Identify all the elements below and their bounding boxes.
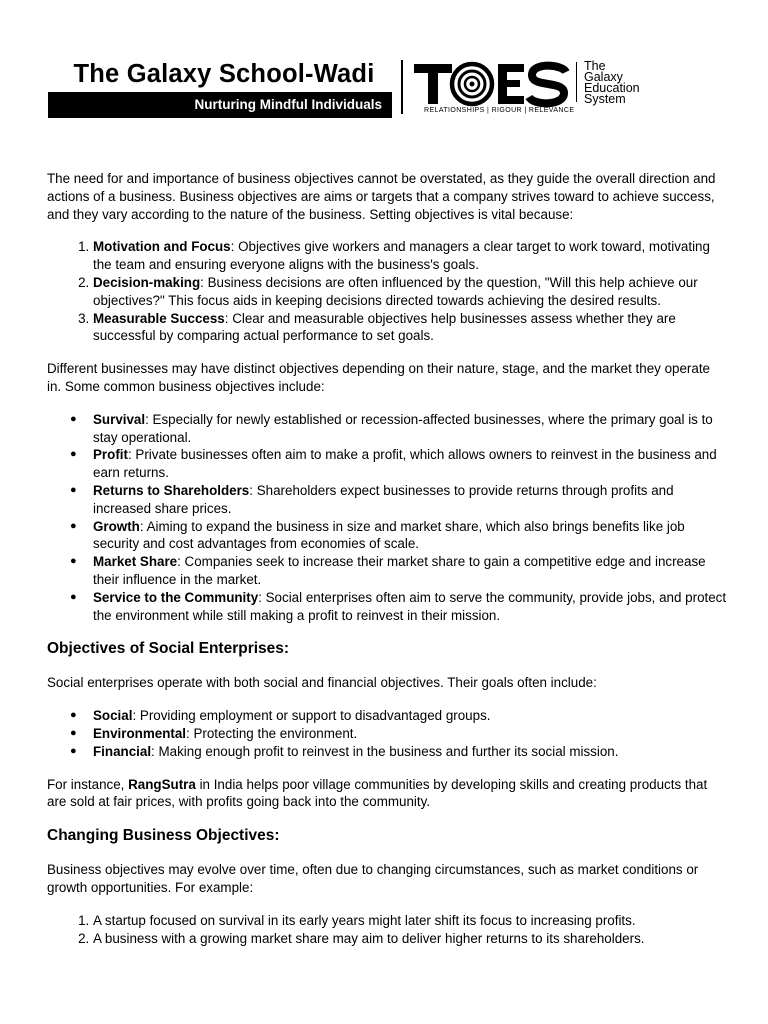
item-term: Growth [93, 518, 140, 534]
item-term: Environmental [93, 725, 187, 741]
item-text: : Objectives give workers and managers a clear target to work toward, motivating the team and ensuring everyone aligns with the business's goals. [93, 239, 710, 273]
reasons-list [47, 238, 727, 345]
social-objectives-list [47, 707, 727, 760]
list-item [93, 238, 727, 274]
list-item [93, 589, 727, 625]
item-term: Market Share [93, 554, 178, 570]
logo-side-line: Galaxy [584, 70, 623, 84]
item-term: Returns to Shareholders [93, 482, 250, 498]
list-item [93, 707, 727, 725]
different-intro-paragraph: Different businesses may have distinct objectives depending on their nature, stage, and the market they operate in. Some common business objectives include: [47, 361, 710, 394]
intro-paragraph: The need for and importance of business objectives cannot be overstated, as they guide the overall direction and actions of a business. Business objectives are aims or targets that a company strives toward to achieve success, and they vary according to the nature of the business. Setting objectives is vital because: [47, 171, 716, 222]
social-intro-paragraph: Social enterprises operate with both social and financial objectives. Their goals often include: [47, 675, 597, 691]
example-paragraph [47, 776, 727, 812]
item-term: Survival [93, 411, 146, 427]
item-text: : Especially for newly established or recession-affected businesses, where the primary goal is to stay operational. [93, 411, 713, 445]
common-objectives-list [47, 411, 727, 625]
example-text: in India helps poor village communities by developing skills and creating products that are sold at fair prices, with profits going back into the community. [47, 776, 708, 810]
logo-subtitle: RELATIONSHIPS | RIGOUR | RELEVANCE [424, 107, 575, 114]
list-item [93, 743, 727, 761]
item-text: : Making enough profit to reinvest in the business and further its social mission. [151, 743, 619, 759]
item-term: Profit [93, 447, 128, 463]
list-item [93, 411, 727, 447]
school-header [48, 58, 392, 118]
list-item [93, 518, 727, 554]
example-term: RangSutra [128, 776, 196, 792]
list-item [93, 725, 727, 743]
logo-side-line: The [584, 59, 606, 73]
item-term: Measurable Success [93, 310, 225, 326]
changing-intro-paragraph: Business objectives may evolve over time, often due to changing circumstances, such as market conditions or growth opportunities. For example: [47, 862, 699, 895]
social-enterprises-heading: Objectives of Social Enterprises: [47, 640, 290, 658]
item-term: Motivation and Focus [93, 239, 231, 255]
list-item [93, 482, 727, 518]
logo-side-line: System [584, 92, 626, 106]
item-term: Financial [93, 743, 152, 759]
tagline-bar: Nurturing Mindful Individuals [48, 92, 392, 118]
item-text: : Aiming to expand the business in size and market share, which also brings benefits like job security and cost advantages from economies of scale. [93, 518, 685, 552]
example-text: For instance, [47, 776, 129, 792]
item-text: : Shareholders expect businesses to provide returns through profits and increased share prices. [93, 482, 674, 516]
document-body [47, 170, 727, 962]
changing-examples-list [47, 912, 727, 948]
item-text: : Social enterprises often aim to serve the community, provide jobs, and protect the environment while still making a profit to reinvest in their mission. [93, 589, 727, 623]
list-item [93, 446, 727, 482]
item-term: Decision-making [93, 274, 201, 290]
header-divider [401, 60, 403, 114]
changing-objectives-heading: Changing Business Objectives: [47, 827, 280, 845]
item-text: : Clear and measurable objectives help businesses assess whether they are successful by comparing actual performance to set goals. [93, 310, 676, 344]
list-item [93, 274, 727, 310]
list-item: 1. A startup focused on survival in its early years might later shift its focus to increasing profits. [93, 912, 727, 930]
item-term: Service to the Community [93, 589, 259, 605]
school-name: The Galaxy School-Wadi [73, 60, 375, 88]
list-item: 2. A business with a growing market share may aim to deliver higher returns to its shareholders. [93, 930, 727, 948]
item-text: : Providing employment or support to disadvantaged groups. [132, 708, 491, 724]
item-text: : Private businesses often aim to make a profit, which allows owners to reinvest in the business and earn returns. [93, 447, 717, 481]
item-term: Social [93, 708, 133, 724]
list-item [93, 553, 727, 589]
list-item [93, 310, 727, 346]
logo-side-line: Education [584, 81, 640, 95]
logo-divider [576, 62, 577, 102]
item-text: : Protecting the environment. [186, 725, 358, 741]
item-text: : Business decisions are often influenced by the question, "Will this help achieve our objectives?" This focus aids in keeping decisions directed towards achieving the desired results. [93, 274, 698, 308]
item-text: : Companies seek to increase their market share to gain a competitive edge and increase their influence in the market. [93, 554, 706, 587]
